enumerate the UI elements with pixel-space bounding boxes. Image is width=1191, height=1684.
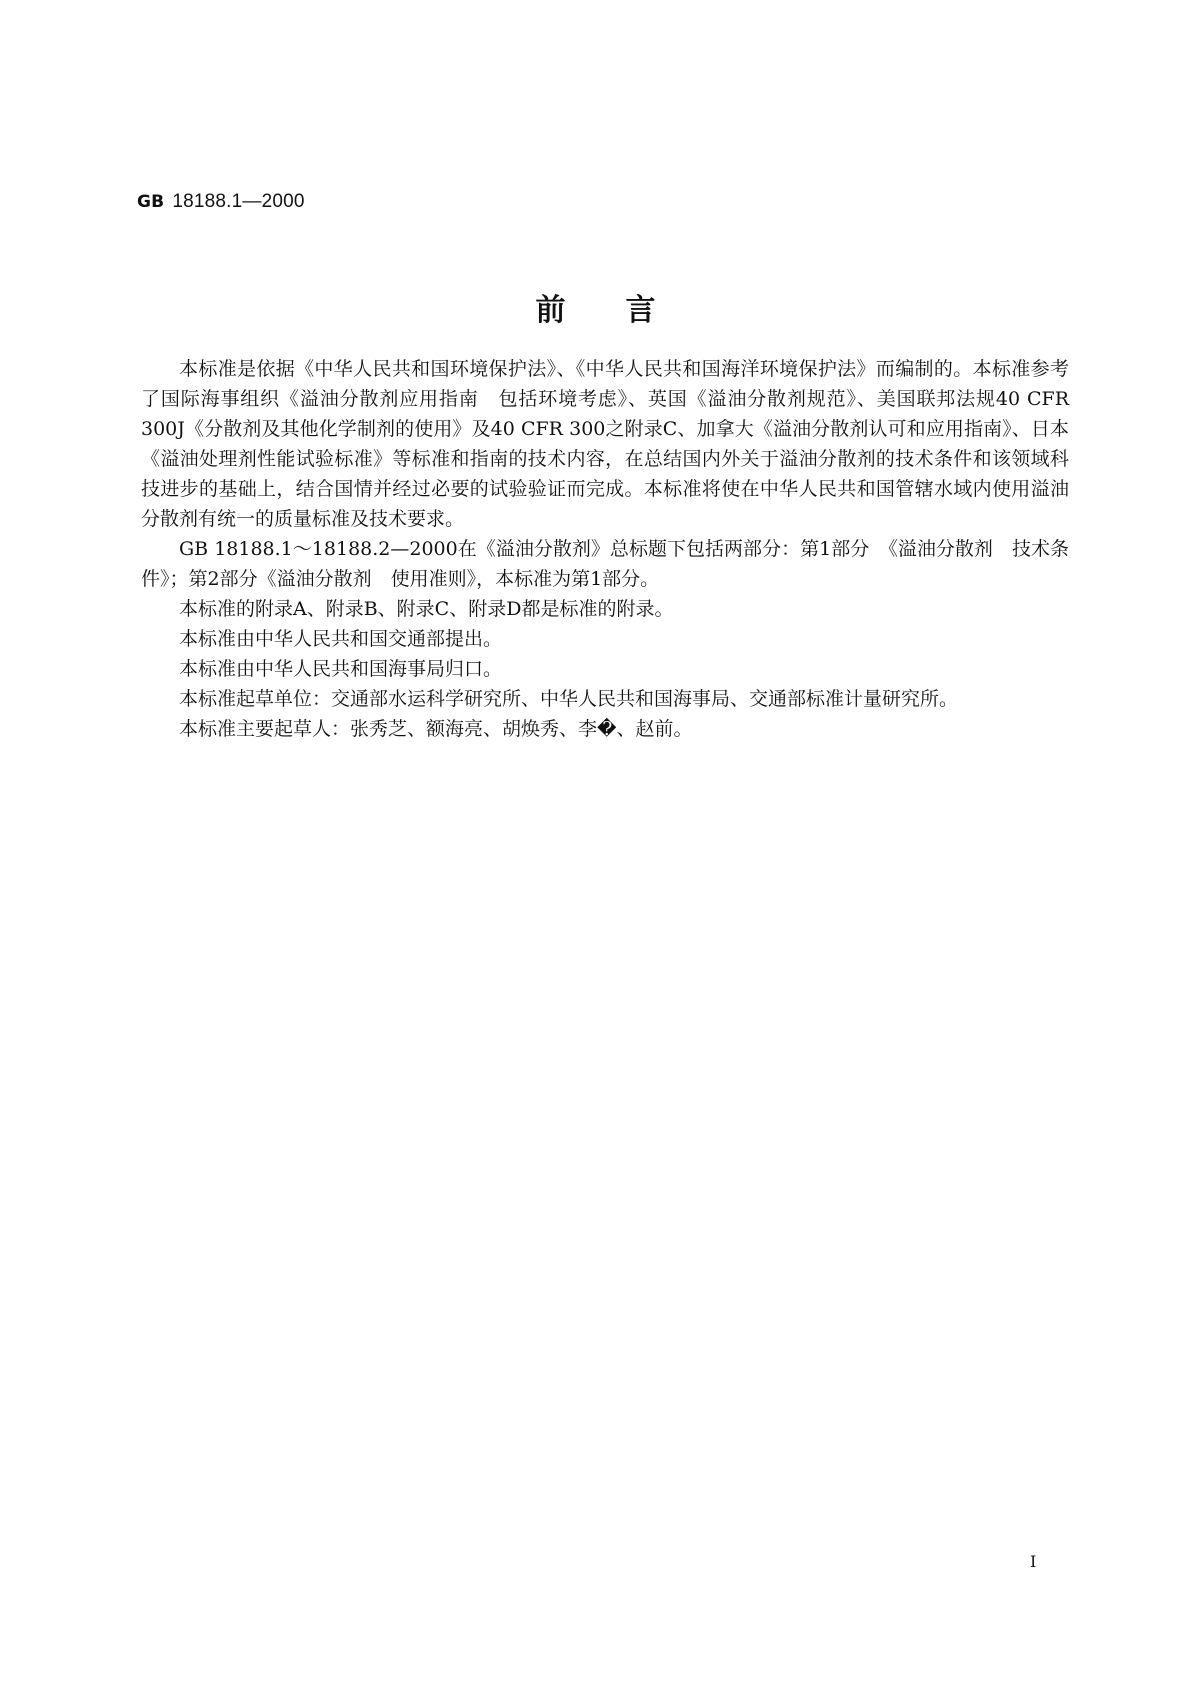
standard-code	[137, 190, 305, 213]
paragraph-basis: 本标准是依据《中华人民共和国环境保护法》、《中华人民共和国海洋环境保护法》而编制的。本标准参考了国际海事组织《溢油分散剂应用指南 包括环境考虑》、英国《溢油分散剂规范》、美国联邦法规40 CFR 300J《分散剂及其他化学制剂的使用》及40 CFR 300之附录C、加拿大《溢油分散剂认可和应用指南》、日本《溢油处理剂性能试验标准》等标准和指南的技术内容，在总结国内外关于溢油分散剂的技术条件和该领域科技进步的基础上，结合国情并经过必要的试验验证而完成。本标准将使在中华人民共和国管辖水域内使用溢油分散剂有统一的质量标准及技术要求。	[141, 358, 1069, 530]
page-title: 前言	[535, 293, 716, 328]
paragraph-proposer: 本标准由中华人民共和国交通部提出。	[179, 628, 503, 650]
page-number: I	[1030, 1552, 1037, 1571]
foreword-body	[141, 354, 1069, 744]
paragraph-drafters: 本标准主要起草人：张秀芝、额海亮、胡焕秀、李�、赵前。	[179, 718, 693, 740]
paragraph-drafting-units: 本标准起草单位：交通部水运科学研究所、中华人民共和国海事局、交通部标准计量研究所。	[179, 688, 959, 710]
standard-code-number: 18188.1—2000	[172, 191, 305, 212]
paragraph-centralized: 本标准由中华人民共和国海事局归口。	[179, 658, 503, 680]
standard-code-prefix: GB	[137, 192, 165, 212]
paragraph-parts: GB 18188.1～18188.2—2000在《溢油分散剂》总标题下包括两部分：第1部分 《溢油分散剂 技术条件》；第2部分《溢油分散剂 使用准则》，本标准为第1部分。	[141, 538, 1069, 590]
paragraph-appendices: 本标准的附录A、附录B、附录C、附录D都是标准的附录。	[179, 598, 674, 620]
